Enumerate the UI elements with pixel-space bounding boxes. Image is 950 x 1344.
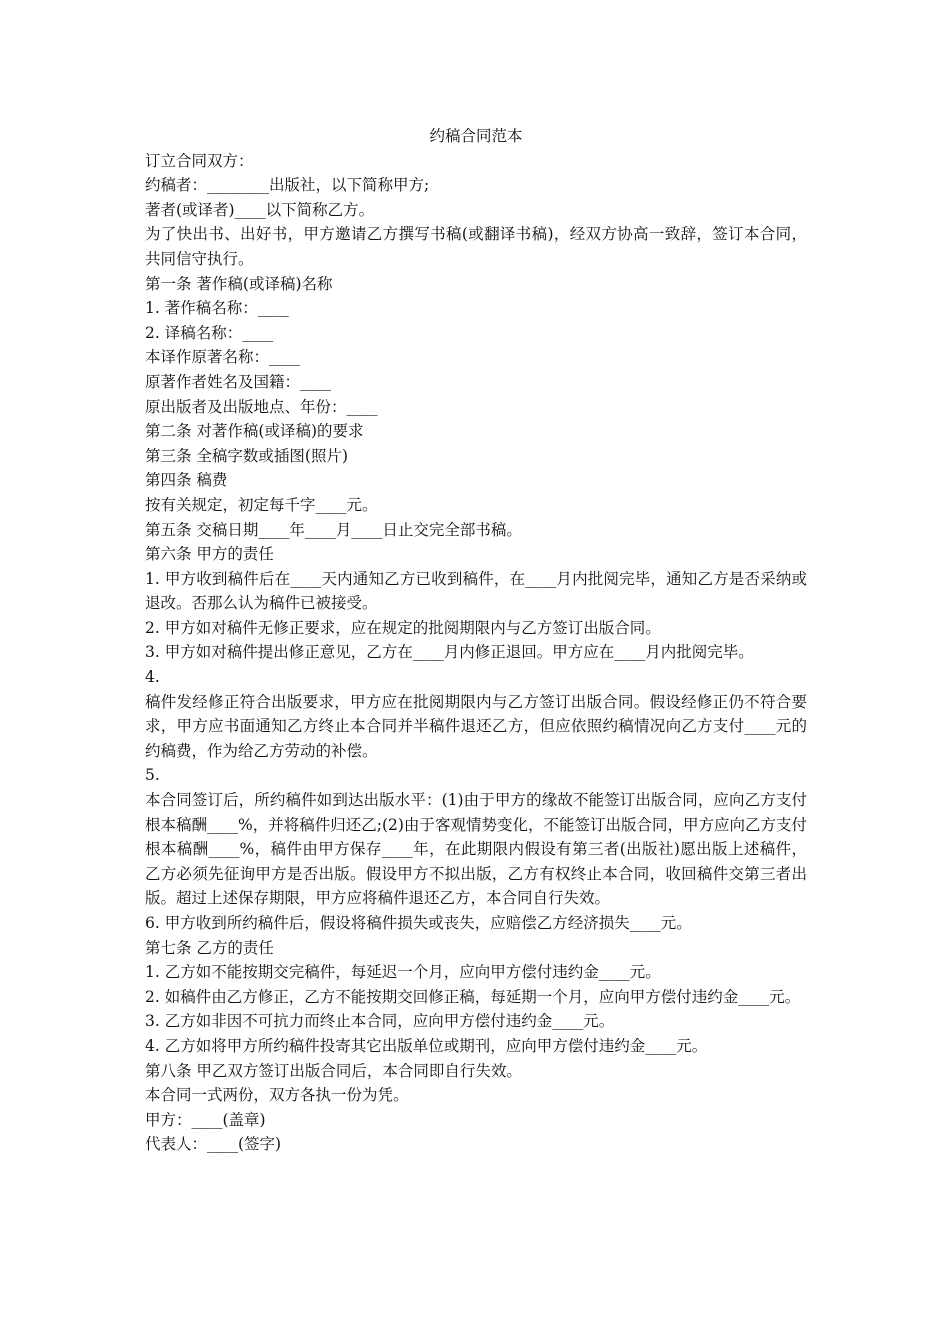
- article-heading: 第三条 全稿字数或插图(照片): [145, 446, 349, 465]
- item-number: 5.: [145, 766, 160, 785]
- contract-body: [145, 124, 807, 1157]
- article-heading: 第六条 甲方的责任: [145, 545, 274, 564]
- text-line: 1. 乙方如不能按期交完稿件，每延迟一个月，应向甲方偿付违约金____元。: [145, 963, 661, 982]
- article-heading: 第二条 对著作稿(或译稿)的要求: [145, 422, 364, 441]
- paragraph: 稿件发经修正符合出版要求，甲方应在批阅期限内与乙方签订出版合同。假设经修正仍不符合要求，甲方应书面通知乙方终止本合同并半稿件退还乙方，但应依照约稿情况向乙方支付____元的约稿费，作为给乙方劳动的补偿。: [145, 692, 807, 760]
- article-heading: 第一条 著作稿(或译稿)名称: [145, 274, 333, 293]
- text-line: 著者(或译者)____以下简称乙方。: [145, 200, 375, 219]
- article-heading: 第七条 乙方的责任: [145, 938, 274, 957]
- document-title: 约稿合同范本: [429, 127, 523, 145]
- article-heading: 第五条 交稿日期____年____月____日止交完全部书稿。: [145, 520, 522, 539]
- paragraph: 为了快出书、出好书，甲方邀请乙方撰写书稿(或翻译书稿)，经双方协高一致辞，签订本合同，共同信守执行。: [145, 225, 807, 268]
- text-line: 2. 译稿名称：____: [145, 323, 274, 342]
- item-number: 4.: [145, 668, 160, 687]
- text-line: 原著作者姓名及国籍：____: [145, 372, 332, 391]
- paragraph: 本合同签订后，所约稿件如到达出版水平：(1)由于甲方的缘故不能签订出版合同，应向乙方支付根本稿酬____%，并将稿件归还乙;(2)由于客观情势变化，不能签订出版合同，甲方应向乙方支付根本稿酬____%，稿件由甲方保存____年，在此期限内假设有第三者(出版社)愿出版上述稿件，乙方必须先征询甲方是否出版。假设甲方不拟出版，乙方有权终止本合同，收回稿件交第三者出版。超过上述保存期限，甲方应将稿件退还乙方，本合同自行失效。: [145, 791, 807, 908]
- text-line: 约稿者：________出版社，以下简称甲方;: [145, 176, 430, 195]
- text-line: 按有关规定，初定每千字____元。: [145, 495, 378, 514]
- text-line: 本合同一式两份，双方各执一份为凭。: [145, 1086, 409, 1105]
- paragraph: 1. 甲方收到稿件后在____天内通知乙方已收到稿件，在____月内批阅完毕，通知乙方是否采纳或退改。否那么认为稿件已被接受。: [145, 569, 807, 613]
- paragraph: 2. 如稿件由乙方修正，乙方不能按期交回修正稿，每延期一个月，应向甲方偿付违约金____元。: [145, 987, 801, 1006]
- text-line: 订立合同双方：: [145, 151, 254, 170]
- article-heading: 第四条 稿费: [145, 471, 228, 490]
- text-line: 1. 著作稿名称：____: [145, 299, 289, 318]
- text-line: 3. 甲方如对稿件提出修正意见，乙方在____月内修正退回。甲方应在____月内批阅完毕。: [145, 643, 754, 662]
- text-line: 4. 乙方如将甲方所约稿件投寄其它出版单位或期刊，应向甲方偿付违约金____元。: [145, 1036, 708, 1055]
- text-line: 本译作原著名称：____: [145, 348, 301, 367]
- text-line: 6. 甲方收到所约稿件后，假设将稿件损失或丧失，应赔偿乙方经济损失____元。: [145, 914, 692, 932]
- text-line: 原出版者及出版地点、年份：____: [145, 397, 378, 416]
- article-heading: 第八条 甲乙双方签订出版合同后，本合同即自行失效。: [145, 1061, 522, 1080]
- signature-party-a: 甲方：____(盖章): [145, 1110, 266, 1129]
- signature-representative: 代表人：____(签字): [145, 1135, 282, 1154]
- text-line: 3. 乙方如非因不可抗力而终止本合同，应向甲方偿付违约金____元。: [145, 1012, 615, 1031]
- text-line: 2. 甲方如对稿件无修正要求，应在规定的批阅期限内与乙方签订出版合同。: [145, 618, 661, 637]
